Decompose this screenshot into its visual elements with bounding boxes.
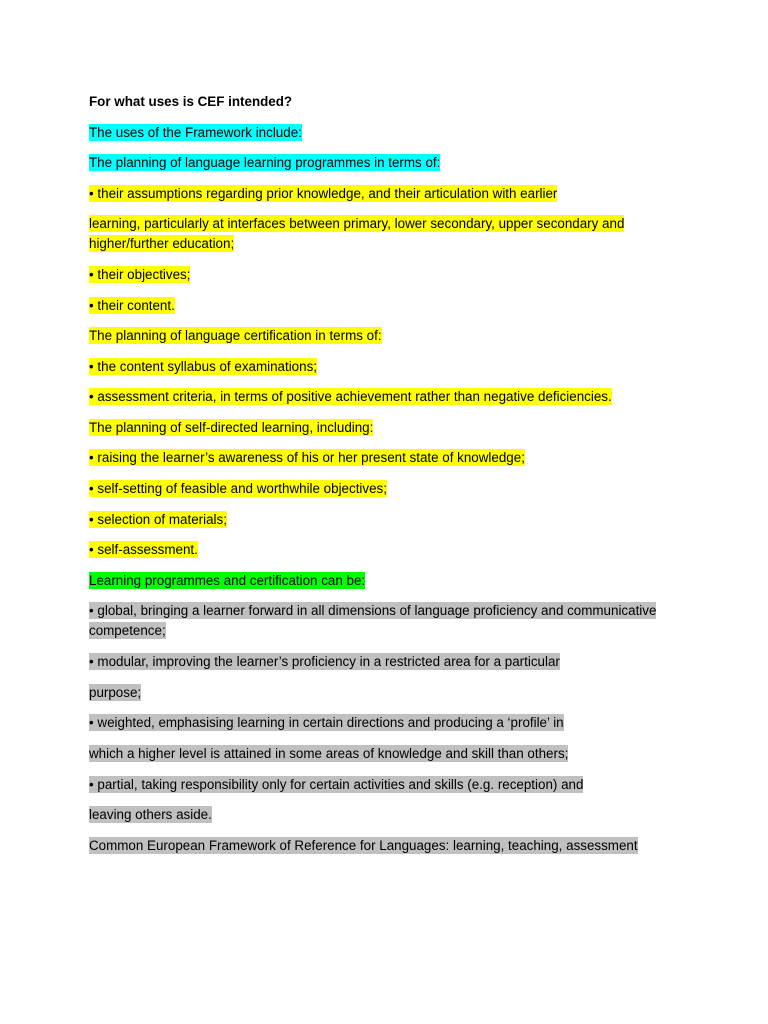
- line-modular-cont: [89, 683, 141, 703]
- line-text-bullet-weighted: • weighted, emphasising learning in certain directions and producing a ‘profile’ in: [89, 715, 564, 730]
- line-text-planning-self-directed: The planning of self-directed learning, including:: [89, 420, 374, 435]
- line-bullet-modular: [89, 652, 560, 672]
- line-text-bullet-criteria: • assessment criteria, in terms of positive achievement rather than negative deficiencies.: [89, 389, 612, 404]
- line-planning-certification: [89, 326, 382, 346]
- line-text-bullet-syllabus: • the content syllabus of examinations;: [89, 359, 317, 374]
- line-bullet-content: [89, 296, 175, 316]
- line-text-bullet-content: • their content.: [89, 298, 175, 313]
- line-bullet-self-setting: [89, 479, 387, 499]
- line-text-bullet-objectives: • their objectives;: [89, 267, 191, 282]
- line-text-modular-cont: purpose;: [89, 685, 142, 700]
- line-text-bullet-awareness: • raising the learner’s awareness of his or her present state of knowledge;: [89, 450, 525, 465]
- line-text-partial-cont: leaving others aside.: [89, 807, 212, 822]
- line-text-bullet-modular: • modular, improving the learner’s proficiency in a restricted area for a particular: [89, 654, 560, 669]
- line-bullet-global: [89, 601, 681, 641]
- line-bullet-criteria: [89, 387, 612, 407]
- line-text-bullet-self-setting: • self-setting of feasible and worthwhile objectives;: [89, 481, 387, 496]
- line-text-bullet-materials: • selection of materials;: [89, 512, 227, 527]
- line-bullet-partial: [89, 775, 583, 795]
- line-text-weighted-cont: which a higher level is attained in some areas of knowledge and skill than others;: [89, 746, 569, 761]
- line-bullet-self-assessment: [89, 540, 198, 560]
- line-text-bullet-partial: • partial, taking responsibility only for certain activities and skills (e.g. reception) and: [89, 777, 584, 792]
- line-bullet-weighted: [89, 713, 564, 733]
- line-text-assumptions-cont: learning, particularly at interfaces between primary, lower secondary, upper secondary and higher/further education;: [89, 216, 625, 251]
- line-text-programmes-can-be: Learning programmes and certification can be:: [89, 573, 366, 588]
- line-programmes-can-be: [89, 571, 365, 591]
- line-planning-self-directed: [89, 418, 373, 438]
- line-bullet-awareness: [89, 448, 525, 468]
- line-text-planning-certification: The planning of language certification in terms of:: [89, 328, 382, 343]
- line-bullet-materials: [89, 510, 227, 530]
- line-planning-learning: [89, 153, 440, 173]
- line-text-uses-intro: The uses of the Framework include:: [89, 125, 302, 140]
- line-assumptions-cont: [89, 214, 681, 254]
- line-bullet-syllabus: [89, 357, 317, 377]
- line-text-bullet-global: • global, bringing a learner forward in all dimensions of language proficiency and communicative competence;: [89, 603, 657, 638]
- line-text-planning-learning: The planning of language learning programmes in terms of:: [89, 155, 441, 170]
- line-text-heading: For what uses is CEF intended?: [89, 94, 293, 109]
- line-text-bullet-assumptions: • their assumptions regarding prior knowledge, and their articulation with earlier: [89, 186, 558, 201]
- line-text-source-title: Common European Framework of Reference for Languages: learning, teaching, assessment: [89, 838, 638, 853]
- line-heading: [89, 92, 292, 112]
- line-bullet-assumptions: [89, 184, 557, 204]
- line-uses-intro: [89, 123, 302, 143]
- line-source-title: [89, 836, 638, 856]
- line-partial-cont: [89, 805, 212, 825]
- line-bullet-objectives: [89, 265, 190, 285]
- line-text-bullet-self-assessment: • self-assessment.: [89, 542, 198, 557]
- line-weighted-cont: [89, 744, 568, 764]
